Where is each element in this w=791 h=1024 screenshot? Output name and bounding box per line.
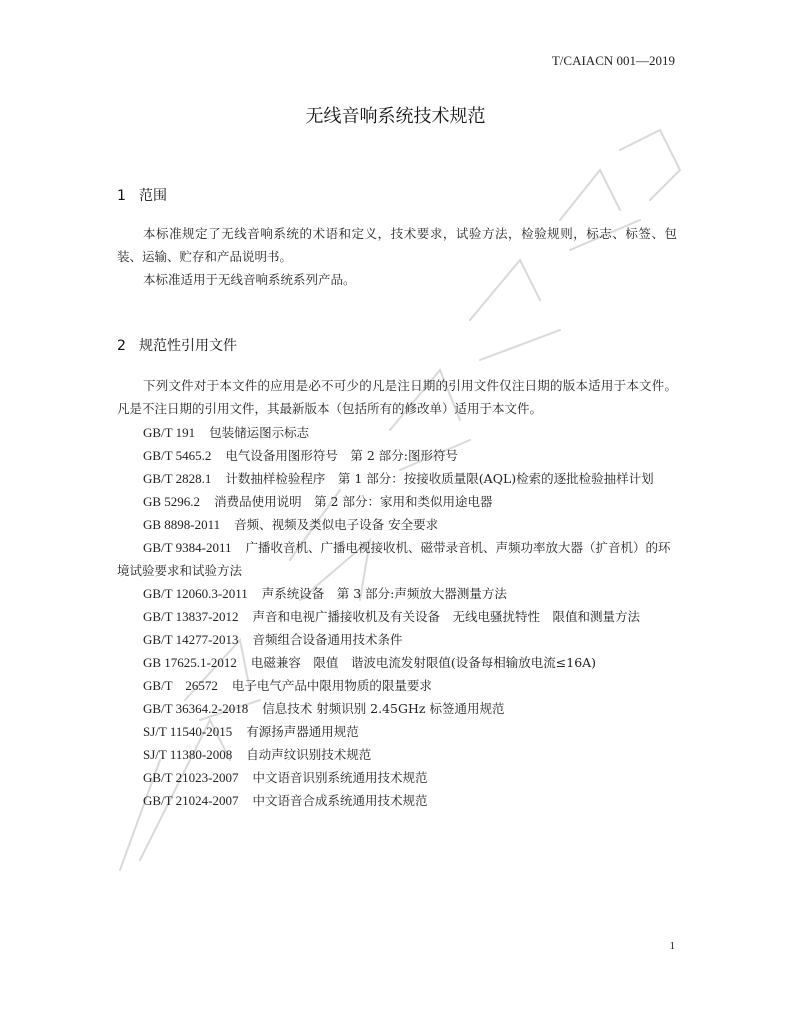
reference-code: GB/T 36364.2-2018 bbox=[143, 701, 249, 716]
reference-title: 声系统设备 第 3 部分:声频放大器测量方法 bbox=[261, 586, 507, 601]
section-heading-scope bbox=[117, 185, 167, 205]
section-number: 2 bbox=[117, 338, 126, 354]
reference-code: GB/T 26572 bbox=[143, 678, 218, 693]
section-title: 规范性引用文件 bbox=[139, 338, 237, 354]
reference-code: GB/T 21024-2007 bbox=[143, 793, 239, 808]
reference-title: 电子电气产品中限用物质的限量要求 bbox=[231, 678, 432, 693]
reference-title: 电气设备用图形符号 第 2 部分:图形符号 bbox=[225, 448, 459, 463]
reference-item bbox=[117, 490, 682, 513]
reference-item bbox=[117, 467, 682, 490]
reference-title: 计数抽样检验程序 第 1 部分：按接收质量限(AQL)检索的逐批检验抽样计划 bbox=[225, 471, 654, 486]
reference-title: 自动声纹识别技术规范 bbox=[246, 747, 372, 762]
reference-item bbox=[117, 513, 682, 536]
reference-item bbox=[117, 605, 682, 628]
reference-code: SJ/T 11380-2008 bbox=[143, 747, 233, 762]
reference-item bbox=[117, 582, 682, 605]
reference-item bbox=[117, 421, 682, 444]
section-title: 范围 bbox=[139, 188, 167, 204]
reference-code: GB/T 12060.3-2011 bbox=[143, 586, 248, 601]
reference-title: 中文语音合成系统通用技术规范 bbox=[252, 793, 428, 808]
reference-code: SJ/T 11540-2015 bbox=[143, 724, 233, 739]
page-number: 1 bbox=[669, 940, 675, 952]
section-heading-references bbox=[117, 335, 237, 355]
reference-item bbox=[117, 674, 682, 697]
reference-item bbox=[117, 766, 682, 789]
standard-code: T/CAIACN 001—2019 bbox=[551, 53, 675, 68]
reference-title: 中文语音识别系统通用技术规范 bbox=[252, 770, 428, 785]
reference-item bbox=[117, 536, 682, 582]
scope-applicability: 本标准适用于无线音响系统系列产品。 bbox=[143, 272, 356, 287]
reference-item bbox=[117, 697, 682, 720]
reference-item bbox=[117, 720, 682, 743]
reference-code: GB/T 5465.2 bbox=[143, 448, 212, 463]
reference-item bbox=[117, 651, 682, 674]
reference-list bbox=[117, 421, 682, 812]
reference-title: 消费品使用说明 第 2 部分：家用和类似用途电器 bbox=[214, 494, 493, 509]
reference-code: GB/T 21023-2007 bbox=[143, 770, 239, 785]
references-intro: 下列文件对于本文件的应用是必不可少的凡是注日期的引用文件仅注日期的版本适用于本文件。 凡是不注日期的引用文件，其最新版本（包括所有的修改单）适用于本文件。 bbox=[117, 378, 677, 416]
reference-code: GB/T 13837-2012 bbox=[143, 609, 239, 624]
reference-title: 有源扬声器通用规范 bbox=[246, 724, 359, 739]
section-number: 1 bbox=[117, 188, 126, 204]
reference-item bbox=[117, 743, 682, 766]
reference-code: GB/T 2828.1 bbox=[143, 471, 212, 486]
reference-title: 信息技术 射频识别 2.45GHz 标签通用规范 bbox=[262, 701, 505, 716]
reference-title: 声音和电视广播接收机及有关设备 无线电骚扰特性 限值和测量方法 bbox=[252, 609, 640, 624]
scope-paragraph: 本标准规定了无线音响系统的术语和定义，技术要求，试验方法，检验规则，标志、标签、包装、运输、贮存和产品说明书。 bbox=[117, 226, 677, 264]
reference-code: GB/T 14277-2013 bbox=[143, 632, 239, 647]
reference-title: 音频、视频及类似电子设备 安全要求 bbox=[234, 517, 439, 532]
reference-code: GB 8898-2011 bbox=[143, 517, 221, 532]
reference-item bbox=[117, 444, 682, 467]
reference-code: GB/T 9384-2011 bbox=[143, 540, 232, 555]
reference-code: GB/T 191 bbox=[143, 425, 196, 440]
reference-title: 包装储运图示标志 bbox=[209, 425, 310, 440]
reference-code: GB 17625.1-2012 bbox=[143, 655, 237, 670]
document-title: 无线音响系统技术规范 bbox=[305, 106, 486, 127]
reference-item bbox=[117, 628, 682, 651]
reference-item bbox=[117, 789, 682, 812]
reference-title: 音频组合设备通用技术条件 bbox=[252, 632, 403, 647]
reference-title: 广播收音机、广播电视接收机、磁带录音机、声频功率放大器（扩音机）的环境试验要求和试验方法 bbox=[117, 540, 671, 578]
reference-code: GB 5296.2 bbox=[143, 494, 201, 509]
reference-title: 电磁兼容 限值 谐波电流发射限值(设备每相输放电流≤16A) bbox=[250, 655, 597, 670]
